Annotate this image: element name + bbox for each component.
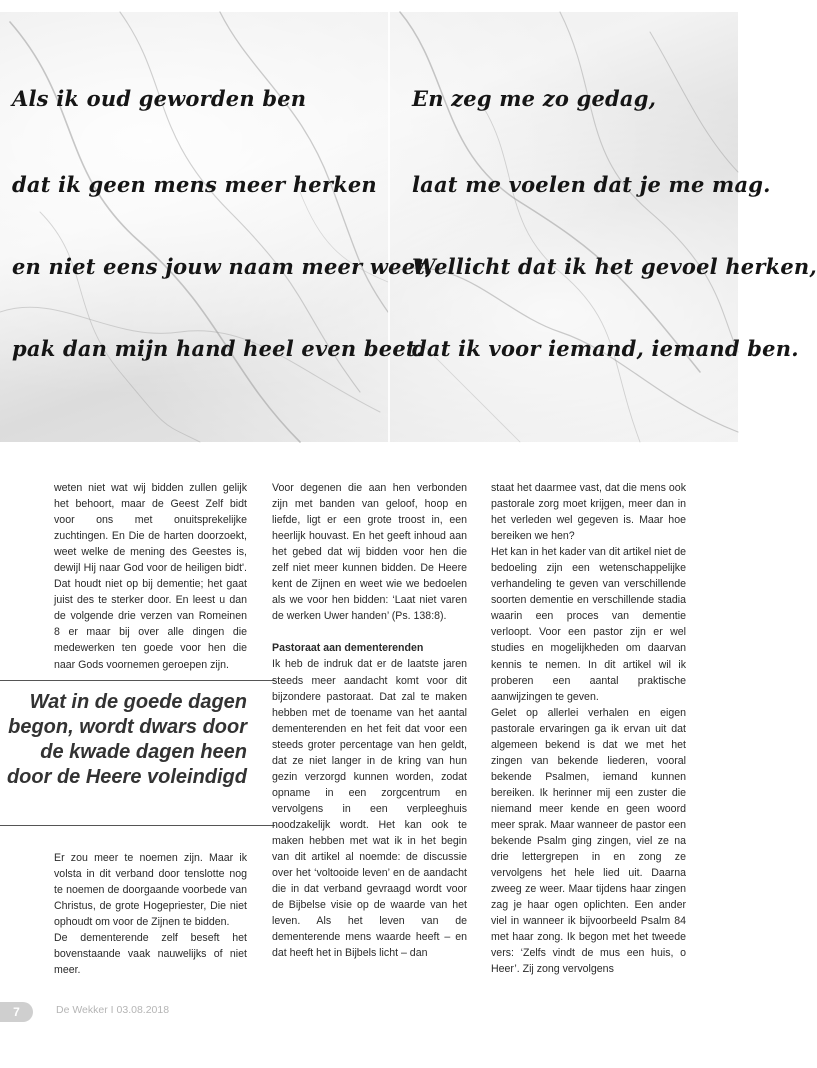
marble-veins-decoration: [0, 12, 738, 442]
page-footer: [0, 1002, 300, 1022]
col2-paragraph-2: Ik heb de indruk dat er de laatste jaren steeds meer aandacht komt voor dit bijzondere pastoraat. Dat zal te maken hebben met de toename van het aantal dementerenden en het feit dat voor een steeds groter percentage van hen geldt, dat ze niet langer in de kring van hun gezin verzorgd kunnen worden, zodat opname in een zorgcentrum en vervolgens in een verpleeghuis noodzakelijk wordt. Het kan ook te maken hebben met wat ik in het begin van dit artikel al noemde: de discussie over het ‘voltooide leven’ en de aandacht die in dat verband gevraagd wordt voor de Bijbelse visie op de waarde van het leven. Als het leven van de dementerende mens waarde heeft – en dat heeft het in Bijbels licht – dan: [272, 658, 467, 960]
footer-separator: I: [110, 1004, 114, 1016]
page-number-badge: 7: [0, 1002, 33, 1022]
marble-poem-banner: [0, 12, 817, 442]
poem-right-line-2: laat me voelen dat je me mag.: [412, 172, 771, 197]
poem-left-line-4: pak dan mijn hand heel even beet.: [12, 336, 424, 361]
pullquote-top-rule: [0, 680, 275, 681]
banner-center-divider: [388, 12, 390, 442]
section-heading: Pastoraat aan dementerenden: [272, 642, 424, 655]
article-column-3: [491, 480, 686, 977]
col3-paragraph-1: staat het daarmee vast, dat die mens ook pastorale zorg moet krijgen, meer dan in het verleden wel gegeven is. Maar hoe bereiken we hen?: [491, 482, 686, 543]
footer-publication-line: [56, 1004, 169, 1016]
poem-right-line-4: dat ik voor iemand, iemand ben.: [412, 336, 799, 361]
article-column-1: [54, 480, 247, 673]
pullquote-bottom-rule: [0, 825, 275, 826]
col1-paragraph-3: De dementerende zelf beseft het bovenstaande vaak nauwelijks of niet meer.: [54, 932, 247, 977]
article-column-2: [272, 480, 467, 961]
col1-paragraph-2: Er zou meer te noemen zijn. Maar ik volsta in dit verband door tenslotte nog te noemen de doorgaande voorbede van Christus, de grote Hogepriester, Die niet ophoudt om voor de Zijnen te bidden.: [54, 852, 247, 929]
col3-paragraph-3: Gelet op allerlei verhalen en eigen pastorale ervaringen ga ik ervan uit dat algemeen bekend is dat we met het zingen van bekende liederen, vooral bekende Psalmen, iemand kunnen bereiken. Ik herinner mij een zuster die niemand meer kende en geen woord meer sprak. Maar wanneer de pastor een bekende Psalm ging zingen, viel ze na drie lettergrepen in en zong ze vervolgens het hele lied uit. Daarna zweeg ze weer. Maar tijdens haar zingen zag je haar ogen oplichten. Een ander viel in wanneer ik bijvoorbeeld Psalm 84 met haar zong. Ik begon met het tweede vers: ‘Zelfs vindt de mus een huis, o Heer’. Zij zong vervolgens: [491, 706, 686, 976]
publication-name: De Wekker: [56, 1004, 108, 1016]
poem-right-line-1: En zeg me zo gedag,: [412, 86, 657, 111]
article-column-1-continued: [54, 850, 247, 978]
pullquote: Wat in de goede dagen begon, wordt dwars door de kwade dagen heen door de Heere voleindigd: [6, 691, 247, 788]
poem-right-line-3: Wellicht dat ik het gevoel herken,: [412, 254, 817, 279]
issue-date: 03.08.2018: [116, 1004, 170, 1016]
col3-paragraph-2: Het kan in het kader van dit artikel niet de bedoeling zijn een wetenschappelijke verhandeling te geven van verschillende soorten dementie en verschillende stadia waarin een proces van dementie verloopt. Voor een pastor zijn er wel studies en mogelijkheden om daarvan kennis te nemen. In dit artikel wil ik proberen een aantal praktische aanwijzingen te geven.: [491, 546, 686, 703]
poem-left-line-2: dat ik geen mens meer herken: [12, 172, 377, 197]
poem-left-line-1: Als ik oud geworden ben: [12, 86, 307, 111]
col1-paragraph-1: weten niet wat wij bidden zullen gelijk het behoort, maar de Geest Zelf bidt voor ons met onuitsprekelijke zuchtingen. En Die de harten doorzoekt, weet welke de mening des Geestes is, dewijl Hij naar God voor de heiligen bidt'. Dat houdt niet op bij dementie; het gaat juist des te sterker door. En leest u dan de volgende drie verzen van Romeinen 8 er maar bij over alle dingen die medewerken ten goede voor hen die naar Gods voornemen geroepen zijn.: [54, 482, 247, 671]
col2-paragraph-1: Voor degenen die aan hen verbonden zijn met banden van geloof, hoop en liefde, ligt er een grote troost in, een heerlijk houvast. En het geeft inhoud aan het gebed dat wij bidden voor hen die zelf niet meer kunnen bidden. De Heere kent de Zijnen en weet wie we bedoelen als we voor hen bidden: ‘Laat niet varen de werken Uwer handen’ (Ps. 138:8).: [272, 482, 467, 623]
poem-left-line-3: en niet eens jouw naam meer weet,: [12, 254, 433, 279]
